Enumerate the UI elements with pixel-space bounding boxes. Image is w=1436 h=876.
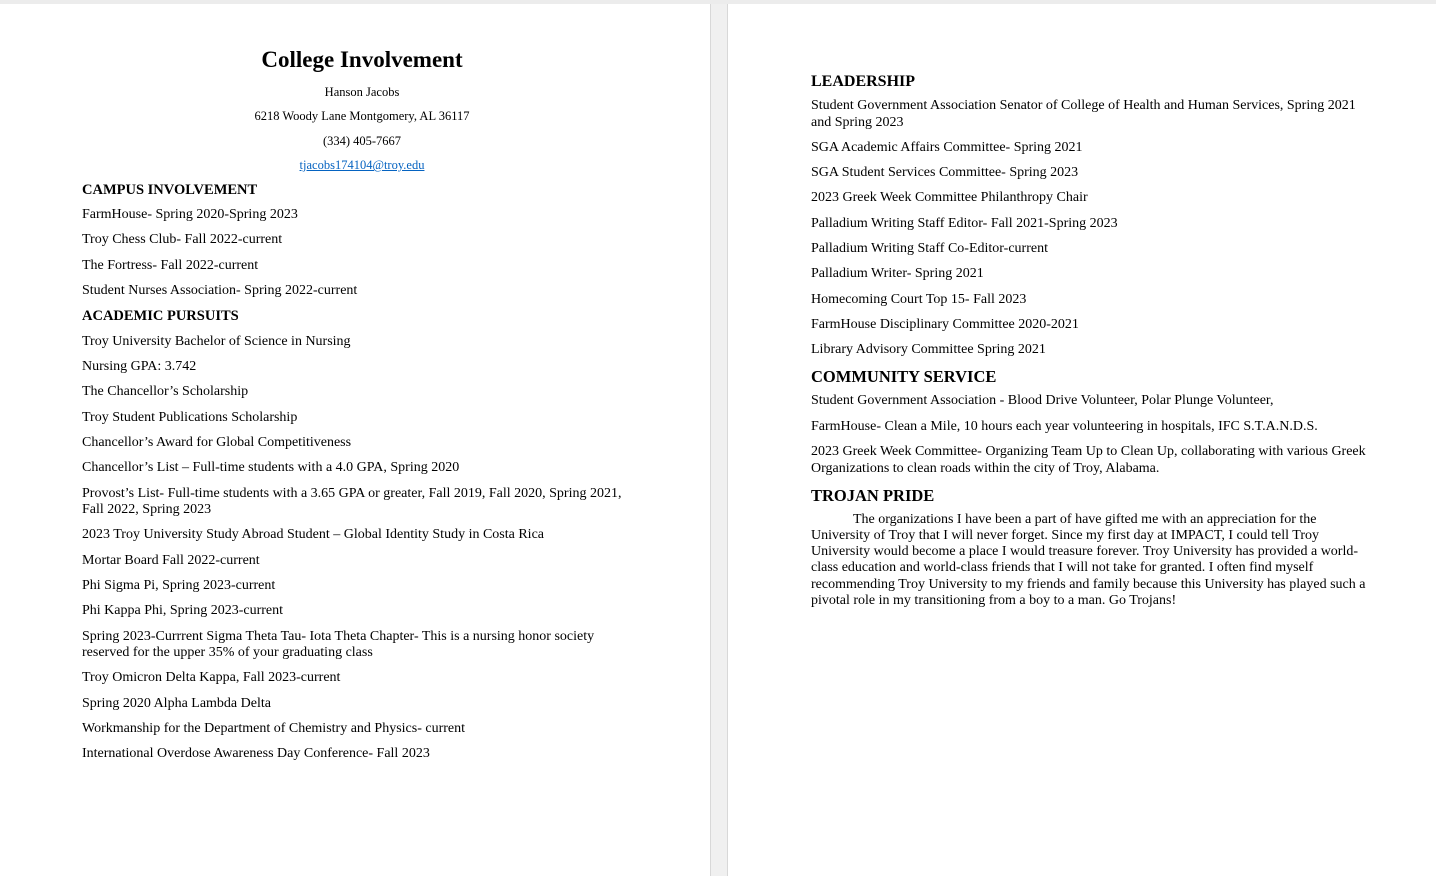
contact-address: 6218 Woody Lane Montgomery, AL 36117 [254, 109, 470, 124]
list-item: Library Advisory Committee Spring 2021 [811, 342, 1046, 358]
list-item: Phi Kappa Phi, Spring 2023-current [82, 603, 284, 619]
list-item: Phi Sigma Pi, Spring 2023-current [82, 577, 276, 593]
trojan-pride-paragraph: The organizations I have been a part of have gifted me with an appreciation for the University of Troy that I will never forget. Since my first day at IMPACT, I could tell Troy University would become a place I would treasure forever. Troy University has provided a world-class education and world-class friends that I will not take for granted. I often find myself recommending Troy University to my friends and family because this University has played such a pivotal role in my transitioning from a boy to a man. Go Trojans! [811, 511, 1366, 608]
page-1 [0, 4, 710, 876]
list-item: Homecoming Court Top 15- Fall 2023 [811, 291, 1027, 307]
list-item: Troy Omicron Delta Kappa, Fall 2023-current [82, 670, 341, 686]
list-item: Spring 2020 Alpha Lambda Delta [82, 695, 271, 711]
contact-email-line [82, 157, 642, 173]
list-item: 2023 Greek Week Committee- Organizing Team Up to Clean Up, collaborating with various Greek Organizations to clean roads within the city of Troy, Alabama. [811, 444, 1366, 476]
list-item: Provost’s List- Full-time students with a 3.65 GPA or greater, Fall 2019, Fall 2020, Spring 2021, Fall 2022, Spring 2023 [82, 485, 622, 518]
document-title: College Involvement [261, 47, 463, 72]
page-1-content [82, 46, 642, 772]
academic-pursuits-list [82, 334, 642, 763]
contact-phone: (334) 405-7667 [322, 133, 402, 148]
list-item: 2023 Greek Week Committee Philanthropy Chair [811, 190, 1088, 206]
trojan-pride-heading: TROJAN PRIDE [811, 485, 935, 505]
list-item: Palladium Writing Staff Editor- Fall 2021-Spring 2023 [811, 215, 1118, 231]
list-item: International Overdose Awareness Day Conference- Fall 2023 [82, 746, 430, 762]
list-item: Troy University Bachelor of Science in Nursing [82, 333, 351, 349]
page-2 [728, 4, 1436, 876]
list-item: Troy Chess Club- Fall 2022-current [82, 232, 283, 248]
list-item: SGA Academic Affairs Committee- Spring 2021 [811, 139, 1083, 155]
list-item: Palladium Writer- Spring 2021 [811, 266, 984, 282]
community-service-list [811, 393, 1366, 477]
list-item: Student Government Association - Blood Drive Volunteer, Polar Plunge Volunteer, [811, 393, 1274, 409]
page-2-content [811, 72, 1366, 609]
list-item: 2023 Troy University Study Abroad Student – Global Identity Study in Costa Rica [82, 527, 544, 543]
list-item: The Fortress- Fall 2022-current [82, 257, 259, 273]
list-item: Troy Student Publications Scholarship [82, 409, 298, 425]
list-item: Palladium Writing Staff Co-Editor-current [811, 240, 1048, 256]
list-item: Mortar Board Fall 2022-current [82, 552, 260, 568]
campus-involvement-heading: CAMPUS INVOLVEMENT [82, 181, 258, 198]
list-item: Nursing GPA: 3.742 [82, 359, 197, 375]
contact-email-link[interactable]: tjacobs174104@troy.edu [299, 158, 425, 173]
list-item: Chancellor’s Award for Global Competitiveness [82, 434, 352, 450]
list-item: Workmanship for the Department of Chemistry and Physics- current [82, 720, 466, 736]
list-item: Student Government Association Senator of College of Health and Human Services, Spring 2021 and Spring 2023 [811, 98, 1356, 130]
community-service-heading: COMMUNITY SERVICE [811, 367, 997, 387]
contact-name: Hanson Jacobs [324, 85, 400, 99]
list-item: SGA Student Services Committee- Spring 2023 [811, 165, 1079, 181]
academic-pursuits-heading: ACADEMIC PURSUITS [82, 308, 239, 325]
list-item: FarmHouse Disciplinary Committee 2020-2021 [811, 316, 1079, 332]
leadership-heading: LEADERSHIP [811, 73, 916, 90]
list-item: FarmHouse- Spring 2020-Spring 2023 [82, 207, 298, 223]
list-item: Chancellor’s List – Full-time students with a 4.0 GPA, Spring 2020 [82, 460, 460, 476]
page-gutter [710, 4, 728, 876]
campus-involvement-list [82, 207, 642, 299]
leadership-list [811, 98, 1366, 359]
list-item: Student Nurses Association- Spring 2022-current [82, 282, 358, 298]
list-item: The Chancellor’s Scholarship [82, 384, 249, 400]
list-item: Spring 2023-Currrent Sigma Theta Tau- Iota Theta Chapter- This is a nursing honor society reserved for the upper 35% of your graduating class [82, 628, 595, 661]
list-item: FarmHouse- Clean a Mile, 10 hours each year volunteering in hospitals, IFC S.T.A.N.D.S. [811, 418, 1318, 434]
